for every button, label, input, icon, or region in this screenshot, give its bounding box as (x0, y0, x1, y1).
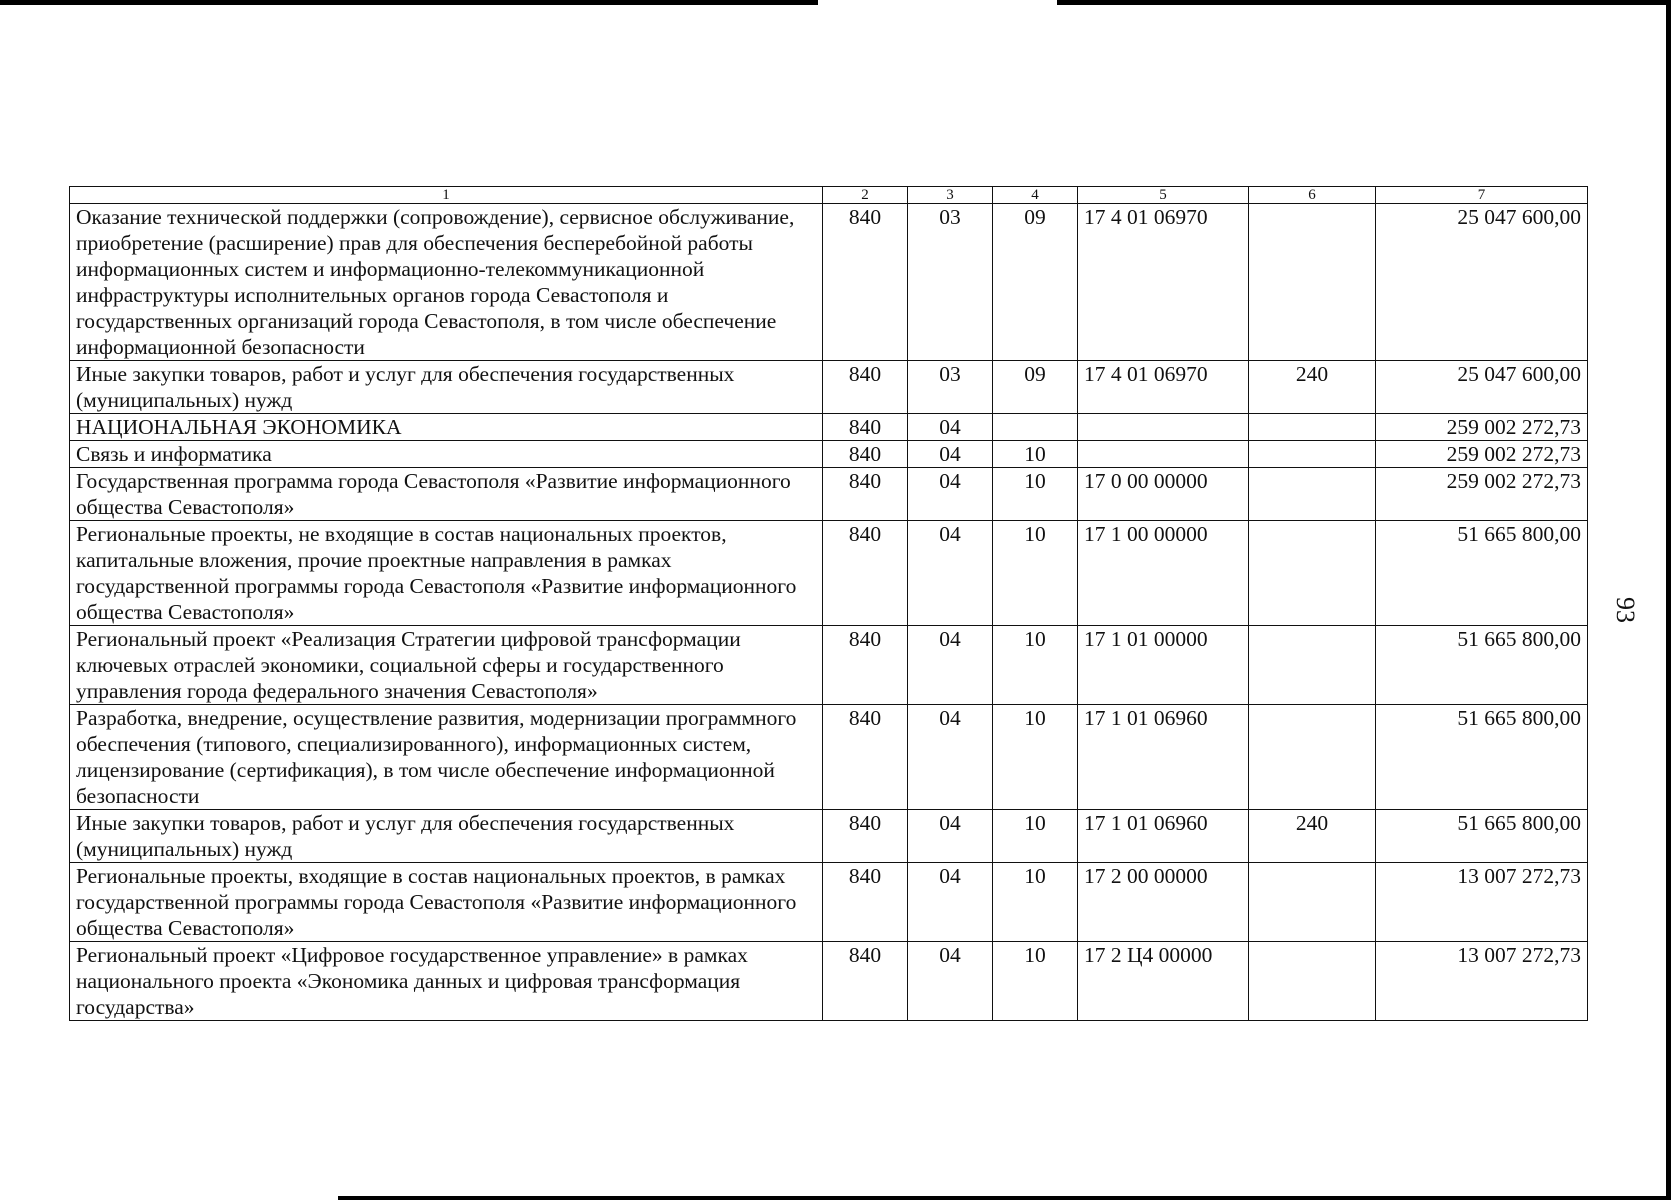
code-expense-type (1249, 705, 1376, 810)
code-admin: 840 (823, 626, 908, 705)
column-header: 1 (70, 187, 823, 204)
row-amount: 51 665 800,00 (1376, 521, 1588, 626)
code-section: 04 (908, 521, 993, 626)
scan-edge-bottom (338, 1196, 1671, 1200)
code-expense-type (1249, 942, 1376, 1021)
code-section: 04 (908, 414, 993, 441)
code-target-article (1078, 414, 1249, 441)
code-subsection: 09 (993, 204, 1078, 361)
code-target-article: 17 4 01 06970 (1078, 204, 1249, 361)
row-description: Региональные проекты, входящие в состав национальных проектов, в рамках государственной программы города Севастополя «Развитие информационного общества Севастополя» (70, 863, 823, 942)
header-row (70, 187, 1588, 204)
code-expense-type (1249, 626, 1376, 705)
code-subsection: 10 (993, 468, 1078, 521)
code-admin: 840 (823, 705, 908, 810)
code-target-article: 17 0 00 00000 (1078, 468, 1249, 521)
table-row (70, 863, 1588, 942)
code-expense-type (1249, 863, 1376, 942)
table-row (70, 810, 1588, 863)
row-description: Региональные проекты, не входящие в состав национальных проектов, капитальные вложения, прочие проектные направления в рамках государственной программы города Севастополя «Развитие информационного общества Севастополя» (70, 521, 823, 626)
code-admin: 840 (823, 942, 908, 1021)
row-description: Региональный проект «Цифровое государственное управление» в рамках национального проекта «Экономика данных и цифровая трансформация государства» (70, 942, 823, 1021)
table-row (70, 942, 1588, 1021)
code-target-article: 17 1 00 00000 (1078, 521, 1249, 626)
row-description: Государственная программа города Севастополя «Развитие информационного общества Севастополя» (70, 468, 823, 521)
code-section: 04 (908, 441, 993, 468)
code-section: 04 (908, 863, 993, 942)
table-row (70, 204, 1588, 361)
row-description: Связь и информатика (70, 441, 823, 468)
code-section: 04 (908, 468, 993, 521)
table-row (70, 705, 1588, 810)
column-header: 4 (993, 187, 1078, 204)
code-subsection: 10 (993, 626, 1078, 705)
scan-edge-right (1666, 0, 1671, 1200)
code-subsection (993, 414, 1078, 441)
code-expense-type: 240 (1249, 810, 1376, 863)
row-description: НАЦИОНАЛЬНАЯ ЭКОНОМИКА (70, 414, 823, 441)
table-row (70, 521, 1588, 626)
code-subsection: 10 (993, 441, 1078, 468)
row-amount: 259 002 272,73 (1376, 441, 1588, 468)
code-target-article: 17 2 00 00000 (1078, 863, 1249, 942)
code-admin: 840 (823, 204, 908, 361)
row-amount: 51 665 800,00 (1376, 626, 1588, 705)
code-subsection: 10 (993, 942, 1078, 1021)
code-expense-type (1249, 441, 1376, 468)
row-description: Региональный проект «Реализация Стратегии цифровой трансформации ключевых отраслей экономики, социальной сферы и государственного управления города федерального значения Севастополя» (70, 626, 823, 705)
table-row (70, 441, 1588, 468)
column-header: 3 (908, 187, 993, 204)
code-admin: 840 (823, 361, 908, 414)
code-expense-type (1249, 468, 1376, 521)
code-section: 04 (908, 626, 993, 705)
code-target-article: 17 1 01 06960 (1078, 705, 1249, 810)
table-row (70, 361, 1588, 414)
code-admin: 840 (823, 521, 908, 626)
code-section: 04 (908, 810, 993, 863)
code-admin: 840 (823, 468, 908, 521)
code-section: 03 (908, 204, 993, 361)
row-description: Оказание технической поддержки (сопровождение), сервисное обслуживание, приобретение (расширение) прав для обеспечения бесперебойной работы информационных систем и информационно-телекоммуникационной инфраструктуры исполнительных органов города Севастополя и государственных организаций города Севастополя, в том числе обеспечение информационной безопасности (70, 204, 823, 361)
code-subsection: 10 (993, 521, 1078, 626)
row-amount: 51 665 800,00 (1376, 810, 1588, 863)
code-section: 04 (908, 942, 993, 1021)
row-amount: 259 002 272,73 (1376, 414, 1588, 441)
code-expense-type (1249, 414, 1376, 441)
row-amount: 259 002 272,73 (1376, 468, 1588, 521)
row-amount: 13 007 272,73 (1376, 863, 1588, 942)
code-section: 04 (908, 705, 993, 810)
row-amount: 25 047 600,00 (1376, 361, 1588, 414)
code-admin: 840 (823, 441, 908, 468)
code-target-article: 17 4 01 06970 (1078, 361, 1249, 414)
column-header: 6 (1249, 187, 1376, 204)
page-number: 93 (1611, 597, 1640, 623)
row-description: Иные закупки товаров, работ и услуг для обеспечения государственных (муниципальных) нужд (70, 361, 823, 414)
row-amount: 51 665 800,00 (1376, 705, 1588, 810)
scan-edge-top-right (1057, 0, 1671, 5)
row-description: Иные закупки товаров, работ и услуг для обеспечения государственных (муниципальных) нужд (70, 810, 823, 863)
code-admin: 840 (823, 863, 908, 942)
row-amount: 25 047 600,00 (1376, 204, 1588, 361)
code-target-article: 17 2 Ц4 00000 (1078, 942, 1249, 1021)
column-header: 5 (1078, 187, 1249, 204)
table-body (70, 187, 1588, 1021)
code-expense-type (1249, 204, 1376, 361)
code-expense-type: 240 (1249, 361, 1376, 414)
row-description: Разработка, внедрение, осуществление развития, модернизации программного обеспечения (типового, специализированного), информационных систем, лицензирование (сертификация), в том числе обеспечение информационной безопасности (70, 705, 823, 810)
code-subsection: 09 (993, 361, 1078, 414)
column-header: 7 (1376, 187, 1588, 204)
row-amount: 13 007 272,73 (1376, 942, 1588, 1021)
code-admin: 840 (823, 414, 908, 441)
code-subsection: 10 (993, 810, 1078, 863)
code-expense-type (1249, 521, 1376, 626)
code-admin: 840 (823, 810, 908, 863)
table-row (70, 414, 1588, 441)
code-section: 03 (908, 361, 993, 414)
code-target-article (1078, 441, 1249, 468)
table-row (70, 468, 1588, 521)
code-target-article: 17 1 01 00000 (1078, 626, 1249, 705)
column-header: 2 (823, 187, 908, 204)
code-subsection: 10 (993, 705, 1078, 810)
code-target-article: 17 1 01 06960 (1078, 810, 1249, 863)
table-row (70, 626, 1588, 705)
scan-edge-top-left (0, 0, 818, 5)
code-subsection: 10 (993, 863, 1078, 942)
budget-table (69, 186, 1588, 1021)
